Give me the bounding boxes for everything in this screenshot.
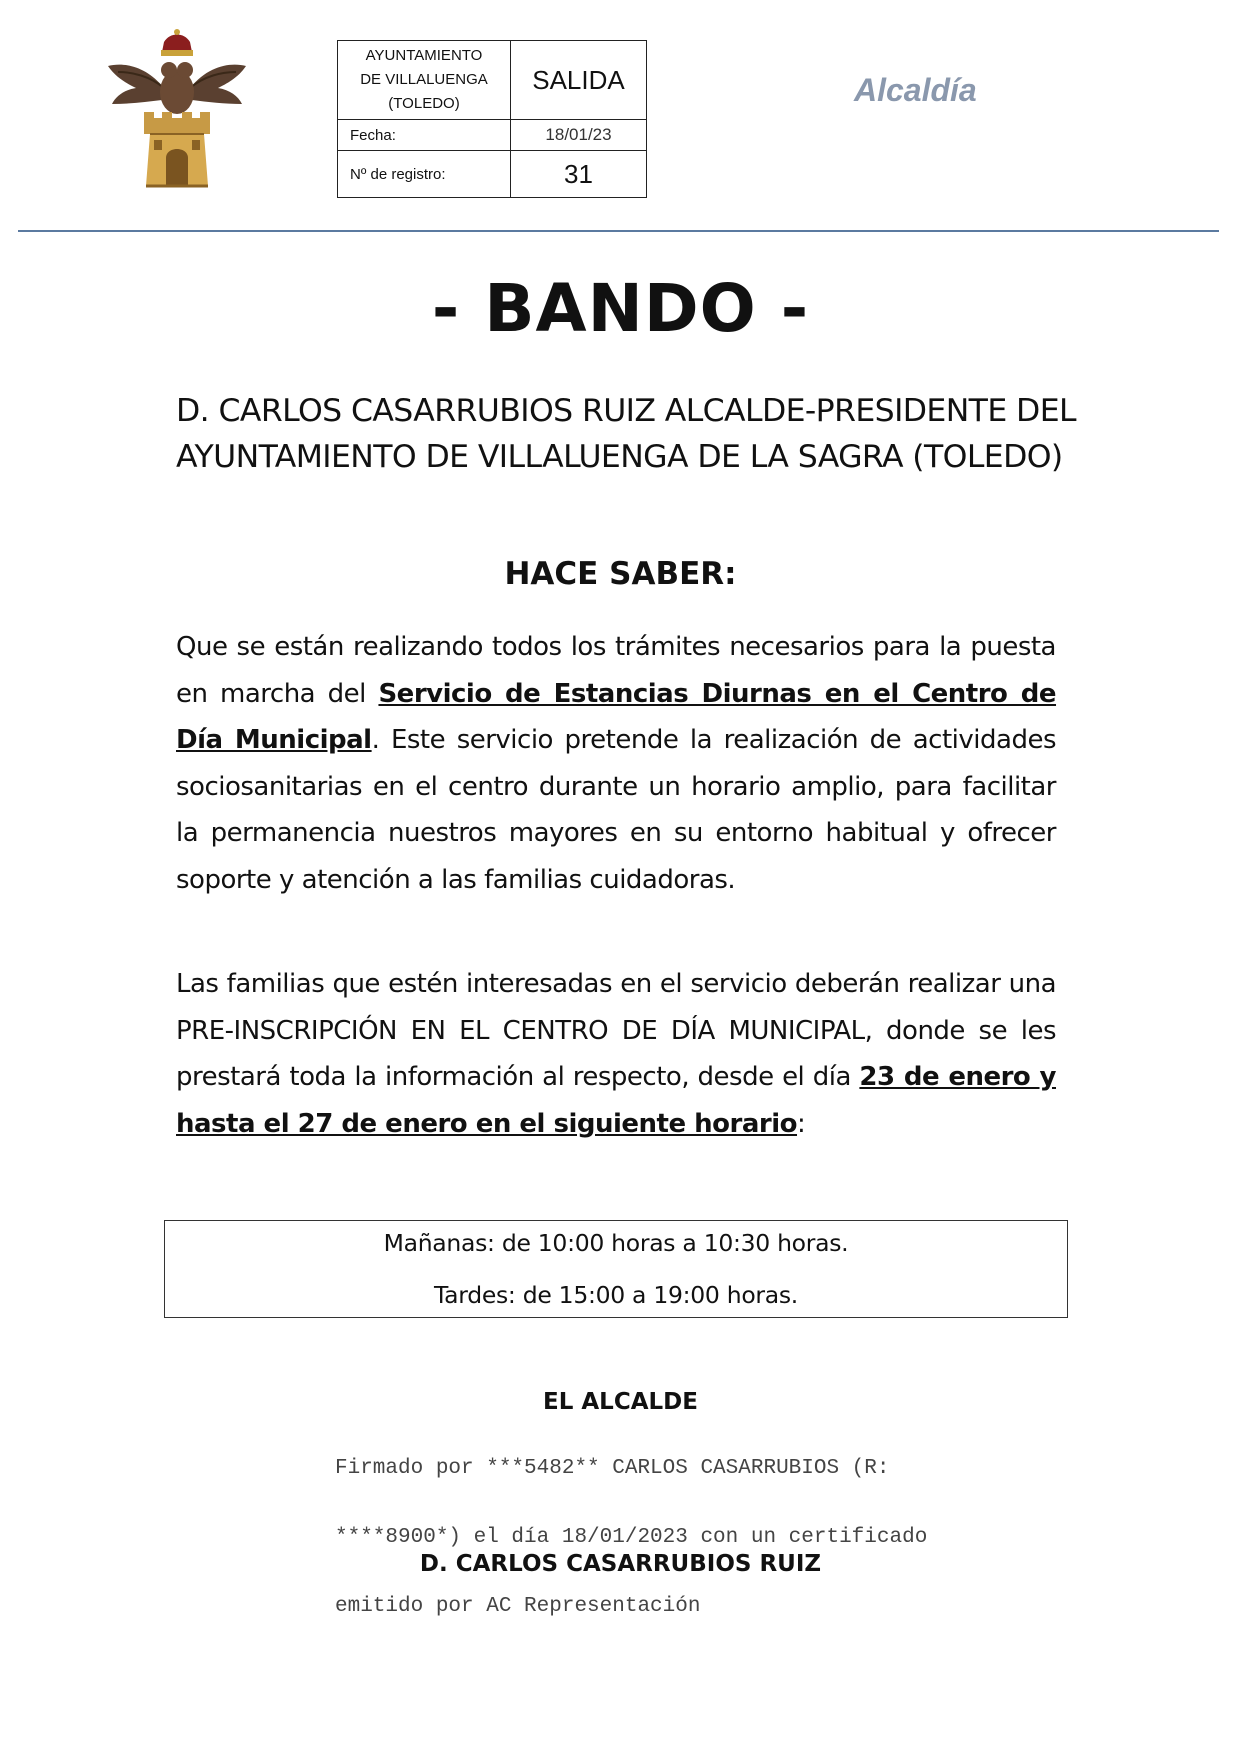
mayor-heading-line: D. CARLOS CASARRUBIOS RUIZ ALCALDE-PRESIDENTE DEL bbox=[176, 393, 1076, 429]
registry-date-value: 18/01/23 bbox=[511, 120, 647, 151]
announcement-heading: HACE SABER: bbox=[504, 556, 737, 592]
office-name: Alcaldía bbox=[854, 72, 977, 108]
registry-number-label: Nº de registro: bbox=[338, 151, 511, 198]
signature-line: ****8900*) el día 18/01/2023 con un certificado bbox=[335, 1526, 928, 1549]
paragraph-emphasis: 23 de enero y hasta el 27 de enero en el siguiente horario bbox=[176, 1062, 1056, 1139]
registry-stamp bbox=[337, 40, 647, 198]
registry-org-line: DE VILLALUENGA bbox=[360, 71, 488, 88]
paragraph-text: . Este servicio pretende la realización de actividades sociosanitarias en el centro durante un horario amplio, para facilitar la permanencia nuestros mayores en su entorno habitual y ofrecer soporte y atención a las familias cuidadoras. bbox=[176, 725, 1056, 895]
schedule-afternoon: Tardes: de 15:00 a 19:00 horas. bbox=[434, 1281, 798, 1309]
registry-organization bbox=[338, 41, 511, 120]
signatory-name: D. CARLOS CASARRUBIOS RUIZ bbox=[419, 1551, 822, 1577]
paragraph-text: Las familias que estén interesadas en el servicio deberán realizar una PRE-INSCRIPCIÓN EN EL CENTRO DE DÍA MUNICIPAL, donde se les prestará toda la información al respecto, desde el día bbox=[176, 969, 1056, 1092]
schedule-box bbox=[164, 1220, 1068, 1318]
registry-date-label: Fecha: bbox=[338, 120, 511, 151]
registry-type: SALIDA bbox=[511, 41, 647, 120]
digital-signature-stamp bbox=[335, 1411, 1015, 1641]
mayor-heading-line: AYUNTAMIENTO DE VILLALUENGA DE LA SAGRA (TOLEDO) bbox=[176, 439, 1063, 475]
paragraph-text: : bbox=[797, 1108, 806, 1139]
crest-icon bbox=[106, 26, 248, 194]
signature-role: EL ALCALDE bbox=[543, 1389, 698, 1415]
paragraph-emphasis: Servicio de Estancias Diurnas en el Centro de Día Municipal bbox=[176, 678, 1057, 755]
signature-line: Firmado por ***5482** CARLOS CASARRUBIOS (R: bbox=[335, 1457, 890, 1480]
signature-line: emitido por AC Representación bbox=[335, 1595, 701, 1618]
header-divider bbox=[18, 230, 1219, 232]
paragraph-service bbox=[176, 624, 1056, 903]
registry-number-value: 31 bbox=[511, 151, 647, 198]
paragraph-registration bbox=[176, 961, 1056, 1147]
document-title: - BANDO - bbox=[431, 270, 810, 347]
schedule-morning: Mañanas: de 10:00 horas a 10:30 horas. bbox=[383, 1229, 849, 1257]
mayor-heading bbox=[176, 388, 1076, 480]
registry-org-line: (TOLEDO) bbox=[388, 95, 460, 112]
paragraph-text: Que se están realizando todos los trámites necesarios para la puesta en marcha del bbox=[176, 632, 1056, 709]
registry-org-line: AYUNTAMIENTO bbox=[365, 47, 483, 64]
